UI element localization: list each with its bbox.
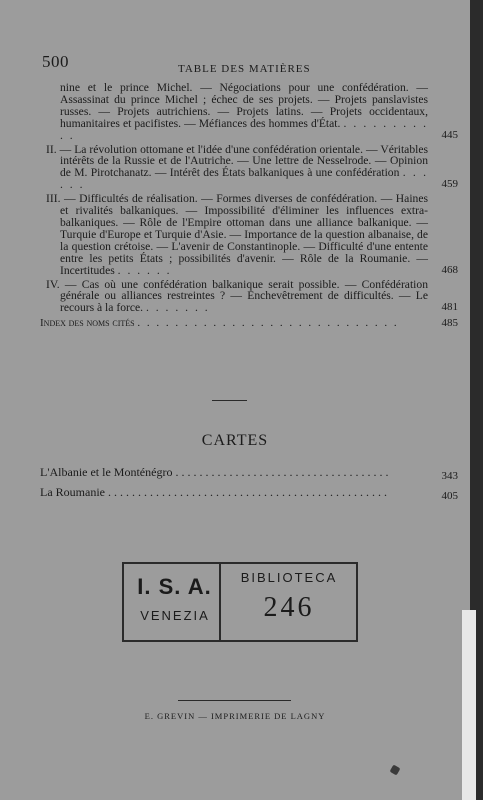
toc-entry-page: 445 [441,128,458,141]
index-entry-page: 485 [441,317,458,330]
toc-entry-page: 468 [441,263,458,276]
stamp-divider [219,564,221,640]
toc-entry-text: IV. — Cas où une confédération balkanique serait possible. — Confédération générale ou alliances restreintes ? — Enchevêtrement de difficultés. — Le recours à la force. [46,277,428,315]
toc-entry-page: 459 [441,178,458,191]
index-entry-text: Index des noms cités [40,317,135,330]
toc-entry-text: III. — Difficultés de réalisation. — Formes diverses de confédération. — Haines et rivalités balkaniques. — Impossibilité d'éliminer les influences extra-balkaniques. — Rôle de l'Empire ottoman dans une alliance balkanique. — Turquie d'Europe et Turquie d'Asie. — Importance de la question albanaise, de la question crétoise. — L'avenir de Constantinople. — Difficulté d'une entente entre les petits États ; possibilités d'avenir. — Rôle de la Roumanie. — Incertitudes [46,192,428,277]
maps-list [40,462,458,502]
stamp-number: 246 [263,592,315,623]
stamp-biblioteca: BIBLIOTECA [240,570,338,585]
printer-imprint: E. GREVIN — IMPRIMERIE DE LAGNY [144,711,326,721]
page-number: 500 [42,52,69,71]
map-entry: La Roumanie . . . . . . . . . . . . . . . . . . . . . . . . . . . . . . . . . . . . . . . . . . . . . . . 405 [40,482,458,502]
stamp-venezia: VENEZIA [140,608,210,623]
cartes-heading: CARTES [201,432,269,449]
toc-entry-page: 481 [441,301,458,314]
toc-entry: IV. — Cas où une confédération balkanique serait possible. — Confédération générale ou alliances restreintes ? — Enchevêtrement de difficultés. — Le recours à la force. . . . . . . . 481 [46,277,458,315]
section-divider [212,400,247,401]
toc-entry: II. — La révolution ottomane et l'idée d'une confédération orientale. — Véritables intérêts de la Russie et de l'Autriche. — Une lettre de Nesselrode. — Opinion de M. Pirotchanatz. — Intérêt des États balkaniques à une confédération . . . . . . 459 [46,142,458,192]
map-entry-label: La Roumanie [40,485,105,499]
toc-entry: III. — Difficultés de réalisation. — Formes diverses de confédération. — Haines et rivalités balkaniques. — Impossibilité d'éliminer les influences extra-balkaniques. — Rôle de l'Empire ottoman dans une alliance balkanique. — Turquie d'Europe et Turquie d'Asie. — Importance de la question albanaise, de la question crétoise. — L'avenir de Constantinople. — Difficulté d'une entente entre les petits États ; possibilités d'avenir. — Rôle de la Roumanie. — Incertitudes . . . . . . 468 [46,192,458,277]
map-entry-page: 405 [441,490,458,502]
running-title: TABLE DES MATIÈRES [178,63,311,75]
ink-speck [390,765,401,776]
index-entry: Index des noms cités . . . . . . . . . . . . . . . . . . . . . . . . . . . . 485 [40,317,458,330]
library-stamp [122,562,358,642]
map-entry: L'Albanie et le Monténégro . . . . . . . . . . . . . . . . . . . . . . . . . . . . . . . . . . . . 343 [40,462,458,482]
stamp-isa: I. S. A. [137,574,212,599]
toc-entry: nine et le prince Michel. — Négociations pour une confédération. — Assassinat du prince Michel ; échec de ses projets. — Projets panslavistes russes. — Projets autrichiens. — Projets latins. — Projets occidentaux, humanitaires et pacifistes. — Méfiances des hommes d'État. . . . . . . . . . . . 445 [60,81,458,142]
footer-rule [178,700,291,701]
page-edge-light [462,610,476,800]
map-entry-page: 343 [441,470,458,482]
toc-entry-text: II. — La révolution ottomane et l'idée d'une confédération orientale. — Véritables intérêts de la Russie et de l'Autriche. — Une lettre de Nesselrode. — Opinion de M. Pirotchanatz. — Intérêt des États balkaniques à une confédération [46,142,428,180]
table-of-contents [40,82,458,332]
toc-entry-text: nine et le prince Michel. — Négociations pour une confédération. — Assassinat du prince Michel ; échec de ses projets. — Projets panslavistes russes. — Projets autrichiens. — Projets latins. — Projets occidentaux, humanitaires et pacifistes. — Méfiances des hommes d'État. [60,81,428,130]
map-entry-label: L'Albanie et le Monténégro [40,465,173,479]
